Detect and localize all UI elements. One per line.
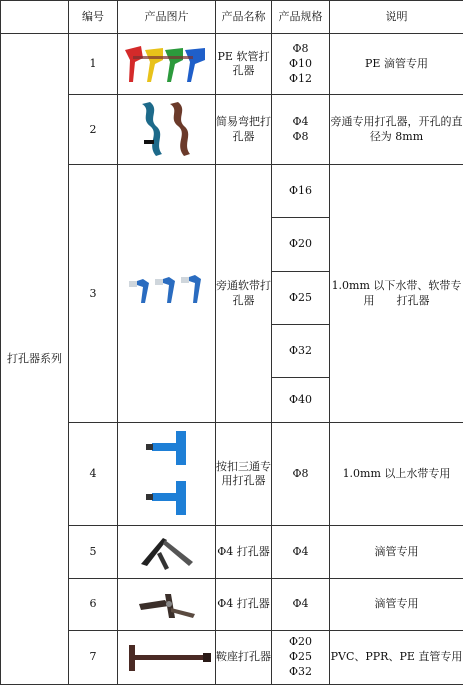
product-name: 按扣三通专用打孔器 xyxy=(216,423,272,526)
spec-value: Φ4 xyxy=(272,525,330,578)
product-name: 简易弯把打孔器 xyxy=(216,95,272,165)
row-number: 4 xyxy=(69,423,118,526)
product-description: 滴管专用 xyxy=(330,579,463,630)
product-image-3 xyxy=(118,165,216,423)
product-image-2 xyxy=(118,95,216,165)
product-spec xyxy=(272,630,330,684)
spec-value: Φ10 xyxy=(288,56,312,70)
spec-value: Φ8 xyxy=(292,130,309,144)
product-name: PE 软管打孔器 xyxy=(216,33,272,95)
product-spec xyxy=(272,33,330,95)
yellow-key-shape xyxy=(145,48,163,82)
plier-3 xyxy=(181,275,201,303)
product-name: Φ4 打孔器 xyxy=(216,525,272,578)
spec-value: Φ12 xyxy=(288,72,312,86)
spec-value: Φ40 xyxy=(272,378,330,423)
table-row xyxy=(1,579,463,630)
header-description: 说明 xyxy=(330,1,463,34)
curved-handle-punchers-image xyxy=(130,100,204,160)
plier-2 xyxy=(155,277,175,303)
table-row xyxy=(1,95,463,165)
row-number: 2 xyxy=(69,95,118,165)
spec-value: Φ8 xyxy=(292,41,309,55)
product-description: 滴管专用 xyxy=(330,525,463,578)
row-number: 3 xyxy=(69,165,118,423)
red-key-shape xyxy=(125,46,143,82)
tee-punch-lower xyxy=(146,481,186,515)
product-description: 1.0mm 以上水带专用 xyxy=(330,423,463,526)
colorful-hole-punch-keys-image xyxy=(121,42,213,86)
header-product-spec: 产品规格 xyxy=(272,1,330,34)
product-description: PE 滴管专用 xyxy=(330,33,463,95)
spec-value: Φ25 xyxy=(272,271,330,324)
product-name: 旁通软带打孔器 xyxy=(216,165,272,423)
product-image-1 xyxy=(118,33,216,95)
header-product-image: 产品图片 xyxy=(118,1,216,34)
table-row xyxy=(1,630,463,684)
product-description: PVC、PPR、PE 直管专用 xyxy=(330,630,463,684)
table-row xyxy=(1,525,463,578)
spec-value: Φ32 xyxy=(272,324,330,377)
product-image-6 xyxy=(118,579,216,630)
product-description: 旁通专用打孔器，开孔的直径为 8mm xyxy=(330,95,463,165)
row-number: 7 xyxy=(69,630,118,684)
product-name: 鞍座打孔器 xyxy=(216,630,272,684)
product-description: 1.0mm 以下水带、软带专用 打孔器 xyxy=(330,165,463,423)
row-number: 1 xyxy=(69,33,118,95)
spec-value: Φ25 xyxy=(288,650,312,664)
tee-punch-upper xyxy=(146,431,186,465)
t-handle-auger-image xyxy=(121,637,213,677)
spec-value: Φ20 xyxy=(288,634,312,648)
plier-1 xyxy=(129,279,149,303)
green-key-shape xyxy=(165,48,183,82)
spec-value: Φ8 xyxy=(272,423,330,526)
header-row xyxy=(1,1,463,34)
row-number: 6 xyxy=(69,579,118,630)
black-y-punch-tool-image xyxy=(135,532,199,572)
row-number: 5 xyxy=(69,525,118,578)
header-empty-cell xyxy=(1,1,69,34)
bypass-pliers-punchers-image xyxy=(127,269,207,319)
table-row xyxy=(1,33,463,95)
series-label: 打孔器系列 xyxy=(1,33,69,684)
spec-value: Φ20 xyxy=(272,218,330,271)
header-number: 编号 xyxy=(69,1,118,34)
blue-tee-punchers-image xyxy=(142,429,192,519)
product-spec xyxy=(272,95,330,165)
product-image-4 xyxy=(118,423,216,526)
product-image-7 xyxy=(118,630,216,684)
table-row xyxy=(1,165,463,218)
spec-value: Φ4 xyxy=(272,579,330,630)
blue-key-shape xyxy=(185,48,205,82)
header-product-name: 产品名称 xyxy=(216,1,272,34)
product-image-5 xyxy=(118,525,216,578)
spec-value: Φ4 xyxy=(292,114,309,128)
dark-clamp-punch-tool-image xyxy=(135,584,199,624)
product-name: Φ4 打孔器 xyxy=(216,579,272,630)
spec-value: Φ32 xyxy=(288,665,312,679)
spec-value: Φ16 xyxy=(272,165,330,218)
table-row xyxy=(1,423,463,526)
